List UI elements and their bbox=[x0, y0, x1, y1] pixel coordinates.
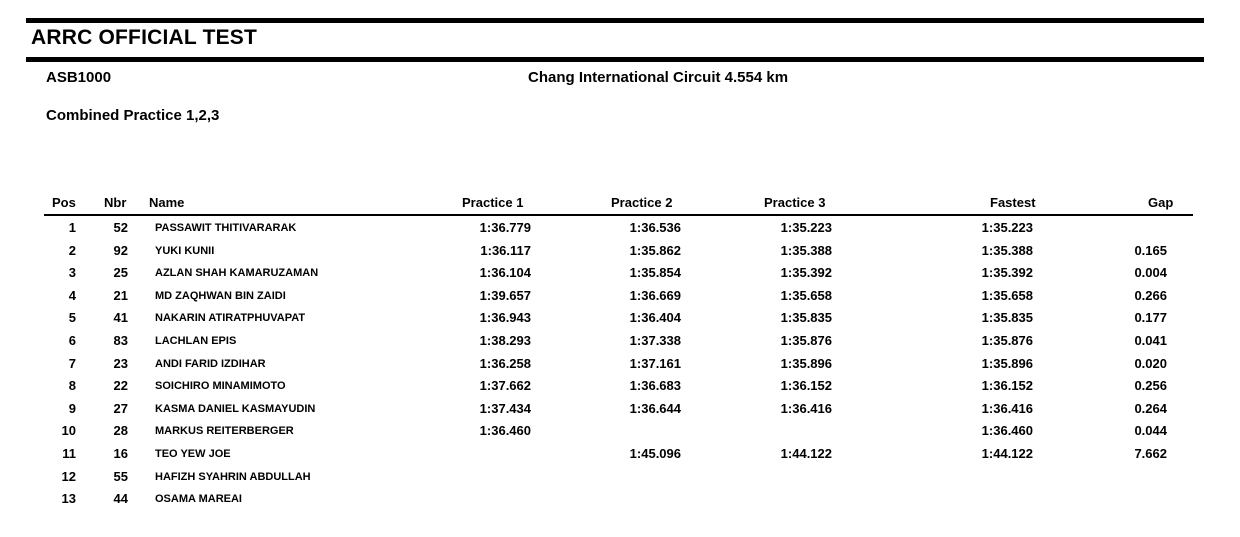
cell-practice-2: 1:35.854 bbox=[629, 265, 681, 281]
table-row bbox=[0, 310, 1240, 332]
cell-practice-2: 1:37.161 bbox=[629, 355, 681, 371]
cell-rider-name: AZLAN SHAH KAMARUZAMAN bbox=[155, 267, 319, 280]
cell-practice-3: 1:35.392 bbox=[780, 265, 832, 281]
cell-rider-name: YUKI KUNII bbox=[155, 244, 215, 257]
cell-rider-name: NAKARIN ATIRATPHUVAPAT bbox=[155, 312, 306, 325]
cell-practice-1: 1:36.104 bbox=[479, 265, 531, 281]
cell-rider-name: ANDI FARID IZDIHAR bbox=[155, 357, 266, 370]
cell-fastest: 1:44.122 bbox=[981, 446, 1033, 461]
circuit-name: Chang International Circuit 4.554 km bbox=[528, 69, 789, 86]
table-row bbox=[0, 220, 1240, 242]
cell-pos: 12 bbox=[61, 468, 76, 484]
cell-fastest: 1:35.392 bbox=[981, 265, 1033, 281]
cell-pos: 8 bbox=[68, 378, 76, 394]
cell-practice-2: 1:36.683 bbox=[629, 378, 681, 394]
cell-nbr: 16 bbox=[113, 446, 128, 461]
cell-practice-1: 1:38.293 bbox=[479, 333, 531, 348]
cell-fastest: 1:35.223 bbox=[981, 220, 1033, 235]
cell-pos: 5 bbox=[68, 310, 76, 326]
cell-gap: 0.004 bbox=[1134, 265, 1167, 281]
cell-rider-name: PASSAWIT THITIVARARAK bbox=[155, 222, 297, 234]
cell-fastest: 1:35.876 bbox=[981, 333, 1033, 348]
cell-practice-2: 1:35.862 bbox=[629, 242, 681, 258]
cell-nbr: 27 bbox=[113, 400, 128, 416]
cell-gap: 7.662 bbox=[1134, 446, 1167, 461]
cell-practice-1: 1:36.258 bbox=[479, 355, 531, 371]
table-row bbox=[0, 378, 1240, 400]
class-name: ASB1000 bbox=[46, 69, 112, 86]
cell-rider-name: HAFIZH SYAHRIN ABDULLAH bbox=[155, 470, 311, 483]
cell-rider-name: LACHLAN EPIS bbox=[155, 335, 237, 347]
cell-pos: 13 bbox=[61, 491, 76, 507]
cell-practice-1: 1:36.460 bbox=[479, 423, 531, 439]
cell-rider-name: MD ZAQHWAN BIN ZAIDI bbox=[155, 289, 286, 302]
cell-practice-2: 1:36.669 bbox=[629, 287, 681, 303]
cell-rider-name: SOICHIRO MINAMIMOTO bbox=[155, 380, 286, 393]
cell-pos: 11 bbox=[62, 446, 76, 461]
header-nbr: Nbr bbox=[104, 195, 127, 210]
cell-nbr: 83 bbox=[113, 333, 128, 348]
cell-practice-2: 1:36.536 bbox=[629, 220, 681, 235]
cell-nbr: 23 bbox=[113, 355, 128, 371]
cell-fastest: 1:35.658 bbox=[981, 287, 1033, 303]
cell-gap: 0.041 bbox=[1134, 333, 1167, 348]
top-rule bbox=[26, 18, 1204, 23]
header-practice-3: Practice 3 bbox=[764, 195, 826, 210]
cell-practice-1: 1:36.117 bbox=[480, 242, 531, 258]
cell-nbr: 52 bbox=[113, 220, 128, 235]
cell-practice-1: 1:39.657 bbox=[479, 287, 531, 303]
header-fastest: Fastest bbox=[990, 195, 1036, 210]
cell-nbr: 22 bbox=[113, 378, 128, 394]
session-name: Combined Practice 1,2,3 bbox=[46, 107, 220, 124]
cell-nbr: 44 bbox=[113, 491, 128, 507]
cell-nbr: 92 bbox=[113, 242, 128, 258]
table-row bbox=[0, 401, 1240, 423]
cell-gap: 0.020 bbox=[1134, 355, 1167, 371]
cell-nbr: 55 bbox=[113, 468, 128, 484]
cell-practice-3: 1:36.152 bbox=[780, 378, 832, 394]
cell-pos: 9 bbox=[68, 400, 76, 416]
cell-pos: 3 bbox=[68, 265, 76, 281]
cell-pos: 6 bbox=[68, 333, 76, 348]
cell-practice-2: 1:36.404 bbox=[629, 310, 681, 326]
cell-practice-1: 1:37.662 bbox=[479, 378, 531, 394]
cell-gap: 0.256 bbox=[1134, 378, 1167, 394]
title-rule bbox=[26, 57, 1204, 62]
cell-nbr: 28 bbox=[113, 423, 128, 439]
cell-fastest: 1:36.152 bbox=[981, 378, 1033, 394]
cell-gap: 0.177 bbox=[1134, 310, 1167, 326]
table-row bbox=[0, 288, 1240, 310]
cell-nbr: 25 bbox=[113, 265, 128, 281]
document-title: ARRC OFFICIAL TEST bbox=[31, 26, 258, 49]
table-row bbox=[0, 265, 1240, 287]
table-row bbox=[0, 469, 1240, 491]
cell-pos: 1 bbox=[68, 220, 76, 235]
cell-rider-name: OSAMA MAREAI bbox=[155, 493, 242, 506]
table-row bbox=[0, 243, 1240, 265]
header-name: Name bbox=[149, 195, 185, 210]
table-row bbox=[0, 333, 1240, 355]
cell-rider-name: TEO YEW JOE bbox=[155, 448, 231, 460]
header-gap: Gap bbox=[1148, 195, 1174, 210]
cell-pos: 4 bbox=[68, 287, 76, 303]
cell-practice-3: 1:35.388 bbox=[780, 242, 832, 258]
cell-gap: 0.264 bbox=[1134, 400, 1167, 416]
cell-pos: 10 bbox=[61, 423, 76, 439]
cell-practice-1: 1:36.943 bbox=[479, 310, 531, 326]
table-row bbox=[0, 446, 1240, 468]
table-row bbox=[0, 423, 1240, 445]
cell-rider-name: KASMA DANIEL KASMAYUDIN bbox=[155, 402, 316, 415]
cell-fastest: 1:35.388 bbox=[981, 242, 1033, 258]
cell-rider-name: MARKUS REITERBERGER bbox=[155, 425, 294, 438]
table-row bbox=[0, 491, 1240, 513]
cell-fastest: 1:35.896 bbox=[981, 355, 1033, 371]
cell-pos: 7 bbox=[68, 355, 76, 371]
cell-gap: 0.266 bbox=[1134, 287, 1167, 303]
cell-practice-2: 1:36.644 bbox=[629, 400, 681, 416]
header-rule bbox=[44, 214, 1193, 216]
cell-practice-3: 1:35.896 bbox=[780, 355, 832, 371]
cell-practice-3: 1:36.416 bbox=[780, 400, 832, 416]
cell-practice-3: 1:35.223 bbox=[780, 220, 832, 235]
cell-practice-3: 1:35.876 bbox=[780, 333, 832, 348]
cell-practice-2: 1:45.096 bbox=[629, 446, 681, 461]
cell-practice-3: 1:35.658 bbox=[780, 287, 832, 303]
cell-fastest: 1:36.460 bbox=[981, 423, 1033, 439]
cell-practice-1: 1:37.434 bbox=[479, 400, 531, 416]
cell-fastest: 1:36.416 bbox=[981, 400, 1033, 416]
cell-practice-3: 1:35.835 bbox=[780, 310, 832, 326]
table-row bbox=[0, 356, 1240, 378]
cell-pos: 2 bbox=[68, 242, 76, 258]
cell-practice-2: 1:37.338 bbox=[629, 333, 681, 348]
header-pos: Pos bbox=[52, 195, 76, 210]
header-practice-2: Practice 2 bbox=[611, 195, 673, 210]
cell-fastest: 1:35.835 bbox=[981, 310, 1033, 326]
cell-nbr: 41 bbox=[113, 310, 128, 326]
cell-gap: 0.165 bbox=[1134, 242, 1167, 258]
cell-practice-3: 1:44.122 bbox=[780, 446, 832, 461]
cell-gap: 0.044 bbox=[1134, 423, 1167, 439]
cell-practice-1: 1:36.779 bbox=[479, 220, 531, 235]
cell-nbr: 21 bbox=[113, 287, 128, 303]
header-practice-1: Practice 1 bbox=[462, 195, 524, 210]
